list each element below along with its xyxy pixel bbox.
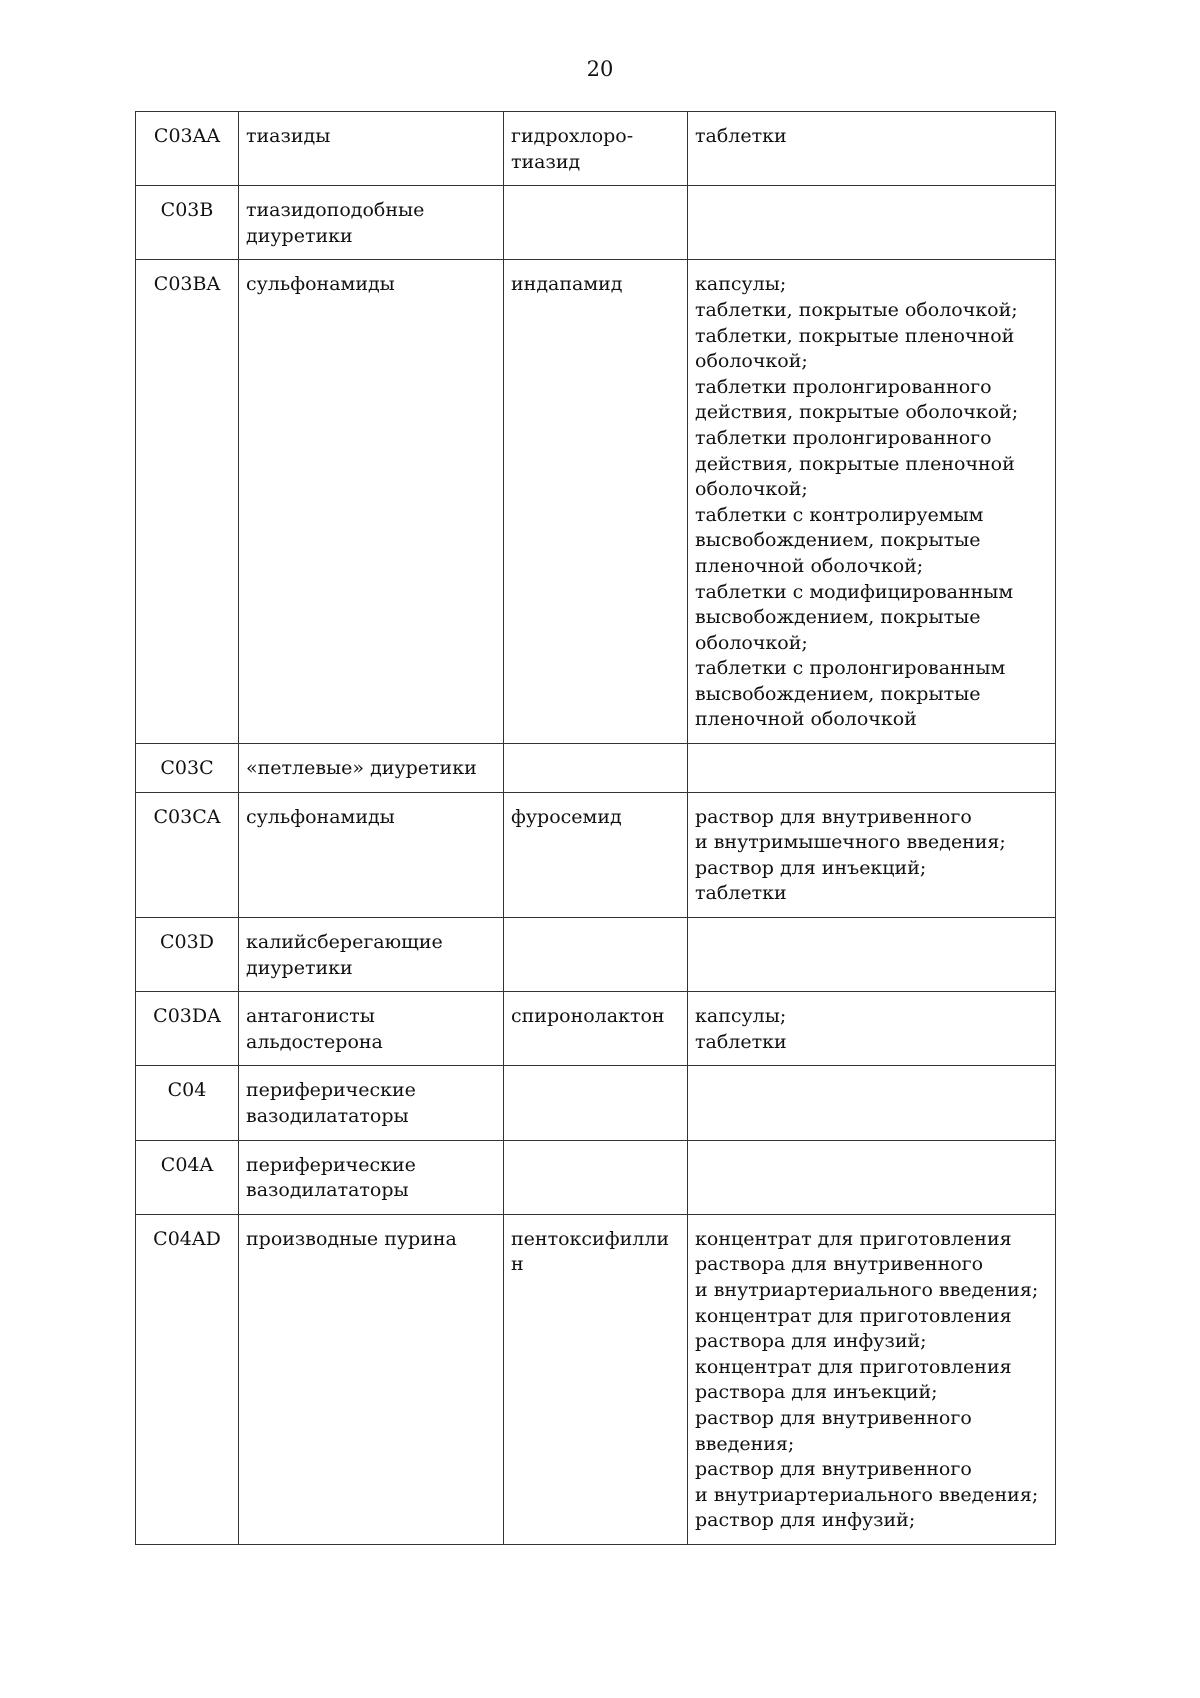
- atc-code-cell: C04AD: [136, 1214, 239, 1544]
- group-name-cell: тиазидоподобные диуретики: [239, 186, 504, 260]
- atc-code-cell: C03AA: [136, 112, 239, 186]
- page-number: 20: [586, 57, 614, 81]
- dosage-forms-cell: концентрат для приготовления раствора для внутривенного и внутриартериального введения; концентрат для приготовления раствора для инфузий; концентрат для приготовления раствора для инъекций; раствор для внутривенного введения; раствор для внутривенного и внутриартериального введения; раствор для инфузий;: [688, 1214, 1056, 1544]
- dosage-forms-cell: [688, 918, 1056, 992]
- dosage-forms-cell: [688, 744, 1056, 793]
- atc-code-cell: C03B: [136, 186, 239, 260]
- table-body: [136, 112, 1056, 1545]
- atc-code-cell: C03CA: [136, 792, 239, 917]
- table-row: [136, 918, 1056, 992]
- group-name-cell: периферические вазодилататоры: [239, 1140, 504, 1214]
- dosage-forms-cell: капсулы; таблетки: [688, 992, 1056, 1066]
- group-name-cell: калийсберегающие диуретики: [239, 918, 504, 992]
- table-row: [136, 112, 1056, 186]
- table-row: [136, 1066, 1056, 1140]
- atc-code-cell: C04A: [136, 1140, 239, 1214]
- substance-cell: гидрохлоро- тиазид: [504, 112, 688, 186]
- substance-cell: [504, 918, 688, 992]
- group-name-cell: антагонисты альдостерона: [239, 992, 504, 1066]
- dosage-forms-cell: капсулы; таблетки, покрытые оболочкой; таблетки, покрытые пленочной оболочкой; таблетки пролонгированного действия, покрытые оболочкой; таблетки пролонгированного действия, покрытые пленочной оболочкой; таблетки с контролируемым высвобождением, покрытые пленочной оболочкой; таблетки с модифицированным высвобождением, покрытые оболочкой; таблетки с пролонгированным высвобождением, покрытые пленочной оболочкой: [688, 260, 1056, 744]
- table-row: [136, 1140, 1056, 1214]
- table-row: [136, 744, 1056, 793]
- table-row: [136, 992, 1056, 1066]
- dosage-forms-cell: [688, 186, 1056, 260]
- dosage-forms-cell: [688, 1140, 1056, 1214]
- group-name-cell: «петлевые» диуретики: [239, 744, 504, 793]
- table-row: [136, 186, 1056, 260]
- substance-cell: индапамид: [504, 260, 688, 744]
- dosage-forms-cell: раствор для внутривенного и внутримышечного введения; раствор для инъекций; таблетки: [688, 792, 1056, 917]
- dosage-forms-cell: [688, 1066, 1056, 1140]
- substance-cell: [504, 744, 688, 793]
- table-row: [136, 1214, 1056, 1544]
- atc-code-cell: C03C: [136, 744, 239, 793]
- atc-code-cell: C03DA: [136, 992, 239, 1066]
- substance-cell: [504, 1066, 688, 1140]
- substance-cell: пентоксифиллин: [504, 1214, 688, 1544]
- dosage-forms-cell: таблетки: [688, 112, 1056, 186]
- drug-table: [135, 111, 1056, 1545]
- table-row: [136, 260, 1056, 744]
- group-name-cell: периферические вазодилататоры: [239, 1066, 504, 1140]
- group-name-cell: сульфонамиды: [239, 792, 504, 917]
- group-name-cell: тиазиды: [239, 112, 504, 186]
- atc-code-cell: C03BA: [136, 260, 239, 744]
- group-name-cell: производные пурина: [239, 1214, 504, 1544]
- substance-cell: спиронолактон: [504, 992, 688, 1066]
- table-row: [136, 792, 1056, 917]
- group-name-cell: сульфонамиды: [239, 260, 504, 744]
- substance-cell: [504, 186, 688, 260]
- atc-code-cell: C03D: [136, 918, 239, 992]
- substance-cell: [504, 1140, 688, 1214]
- atc-code-cell: C04: [136, 1066, 239, 1140]
- substance-cell: фуросемид: [504, 792, 688, 917]
